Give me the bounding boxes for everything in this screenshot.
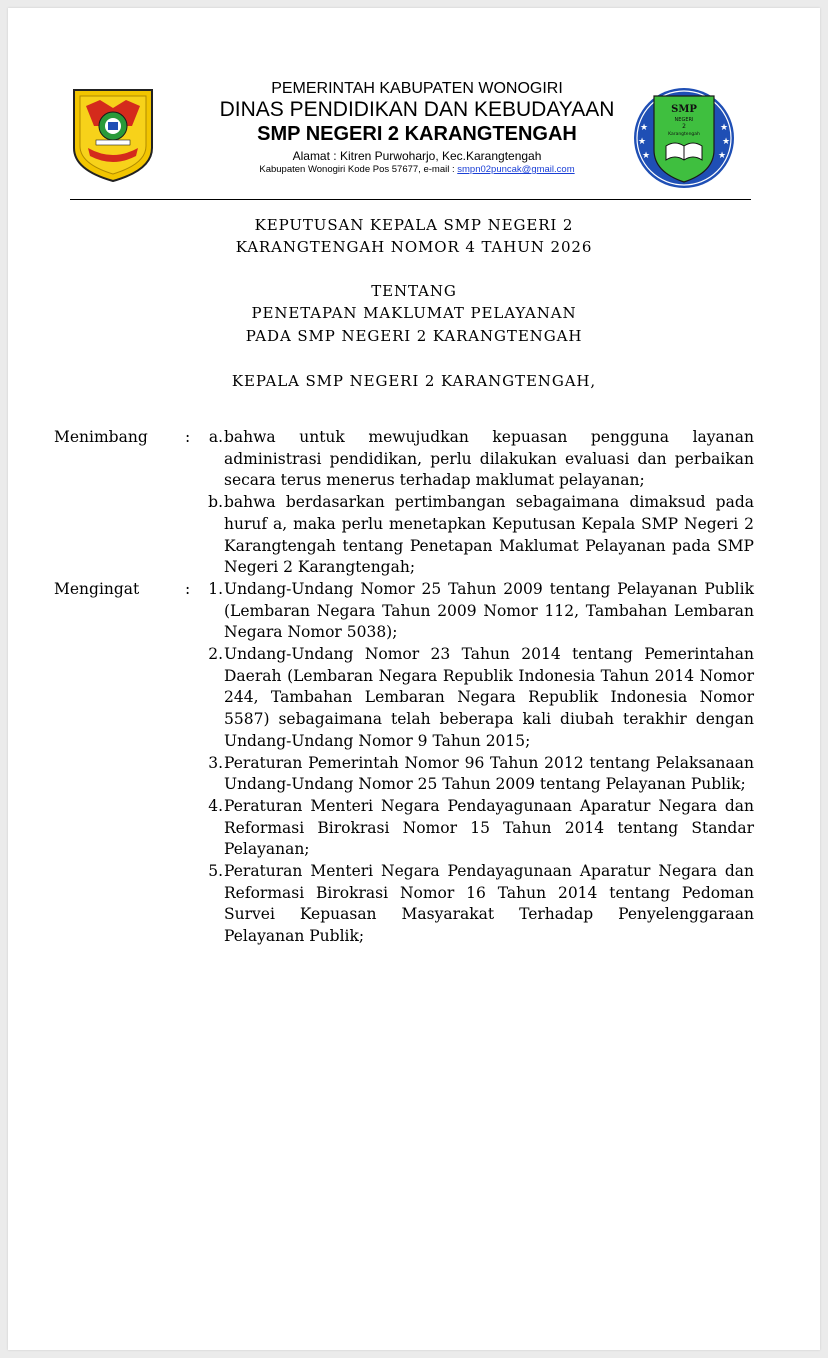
item-text: bahwa untuk mewujudkan kepuasan pengguna layanan administrasi pendidikan, perlu dilakukan evaluasi dan perbaikan secara terus menerus terhadap maklumat pelayanan; [224,428,754,490]
letterhead-divider [70,199,751,200]
school-contact [156,163,678,176]
school-name: SMP NEGERI 2 KARANGTENGAH [257,123,577,145]
mengingat-label: Mengingat [54,579,140,598]
logo-text-smp: SMP [671,104,697,115]
item-text: Undang-Undang Nomor 25 Tahun 2009 tentang Pelayanan Publik (Lembaran Negara Tahun 2009 Nomor 112, Tambahan Lembaran Negara Nomor 5038); [224,579,754,642]
authority-line: KEPALA SMP NEGERI 2 KARANGTENGAH, [231,372,597,390]
item-text: Undang-Undang Nomor 23 Tahun 2014 tentang Pemerintahan Daerah (Lembaran Negara Republik Indonesia Tahun 2014 Nomor 244, Tambahan Lembaran Negara Republik Indonesia Nomor 5587) sebagaimana telah beberapa kali diubah terakhir dengan Undang-Undang Nomor 9 Tahun 2015; [224,645,754,750]
menimbang-item-a [54,427,754,492]
mengingat-section [54,579,754,948]
menimbang-colon: : [185,428,191,446]
mengingat-item-2 [54,644,754,753]
government-name: PEMERINTAH KABUPATEN WONOGIRI [271,80,563,97]
item-text: Peraturan Menteri Negara Pendayagunaan Aparatur Negara dan Reformasi Birokrasi Nomor 15 Tahun 2014 tentang Standar Pelayanan; [224,796,754,859]
school-address: Alamat : Kitren Purwoharjo, Kec.Karangtengah [292,149,542,163]
mengingat-item-4 [54,796,754,861]
item-marker: 2. [208,645,223,664]
svg-text:★: ★ [718,151,727,161]
item-marker: b. [208,493,223,512]
svg-text:★: ★ [640,123,649,133]
menimbang-item-b [54,492,754,579]
school-logo [632,86,736,190]
contact-prefix: Kabupaten Wonogiri Kode Pos 57677, e-mail : [259,164,458,175]
logo-text-number: 2 [682,123,686,130]
letterhead [156,80,678,176]
menimbang-section [54,427,754,579]
tentang-heading: TENTANG [371,282,457,300]
item-marker: 1. [208,579,223,598]
mengingat-item-3 [54,753,754,796]
logo-text-negeri: NEGERI [674,117,694,123]
decree-title-line2: KARANGTENGAH NOMOR 4 TAHUN 2026 [235,238,593,256]
subject-line2: PADA SMP NEGERI 2 KARANGTENGAH [245,327,583,345]
svg-text:★: ★ [642,151,651,161]
item-text: bahwa berdasarkan pertimbangan sebagaimana dimaksud pada huruf a, maka perlu menetapkan Keputusan Kepala SMP Negeri 2 Karangtengah tentang Penetapan Maklumat Pelayanan pada SMP Negeri 2 Karangtengah; [224,493,754,577]
regency-emblem-logo [70,86,156,184]
logo-text-place: Karangtengah [668,132,700,137]
subject-line1: PENETAPAN MAKLUMAT PELAYANAN [251,304,577,322]
svg-text:★: ★ [722,137,731,147]
svg-text:★: ★ [720,123,729,133]
mengingat-item-1 [54,579,754,644]
decree-title-line1: KEPUTUSAN KEPALA SMP NEGERI 2 [254,216,574,234]
decree-body [54,427,754,948]
department-name: DINAS PENDIDIKAN DAN KEBUDAYAAN [219,98,615,121]
item-marker: 4. [208,796,223,815]
item-marker: 5. [208,862,223,881]
mengingat-colon: : [185,579,191,598]
menimbang-label: Menimbang [54,428,148,446]
item-text: Peraturan Pemerintah Nomor 96 Tahun 2012 tentang Pelaksanaan Undang-Undang Nomor 25 Tahun 2009 tentang Pelayanan Publik; [224,753,754,794]
svg-text:★: ★ [638,137,647,147]
item-marker: a. [208,428,223,446]
mengingat-item-5 [54,861,754,948]
email-link[interactable]: smpn02puncak@gmail.com [457,164,575,175]
item-text: Peraturan Menteri Negara Pendayagunaan Aparatur Negara dan Reformasi Birokrasi Nomor 16 Tahun 2014 tentang Pedoman Survei Kepuasan Masyarakat Terhadap Penyelenggaraan Pelayanan Publik; [224,862,754,946]
item-marker: 3. [208,753,223,772]
